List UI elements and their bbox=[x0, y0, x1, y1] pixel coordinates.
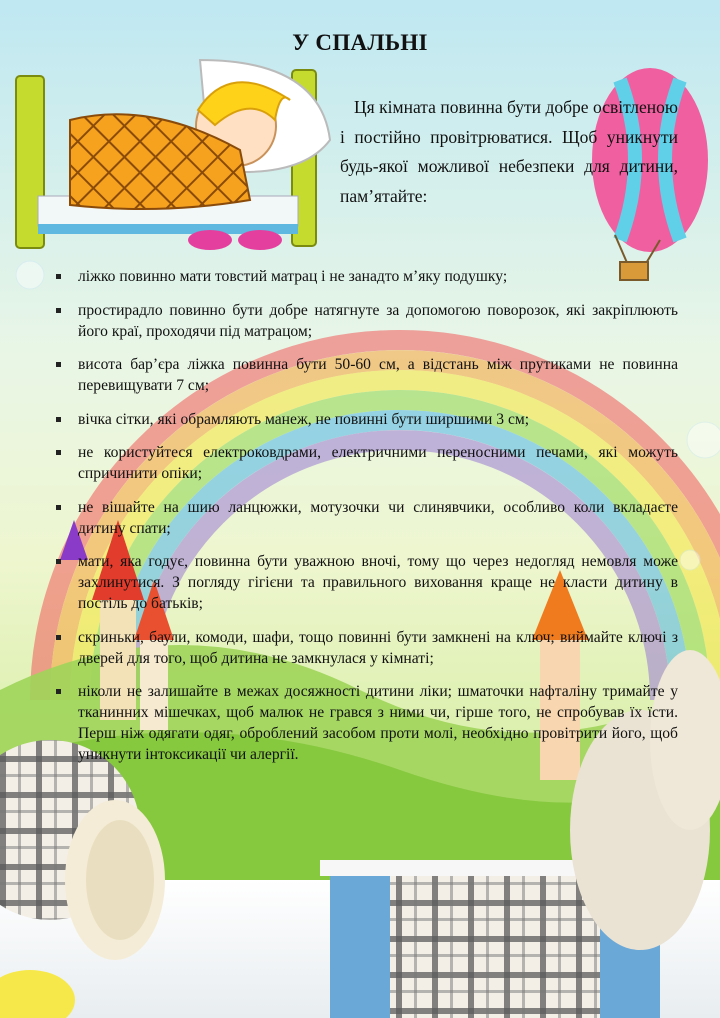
safety-rules-list bbox=[56, 266, 678, 778]
page-title: У СПАЛЬНІ bbox=[292, 30, 428, 55]
rule-text: мати, яка годує, повинна бути уважною вночі, тому що через недогляд немовля може захлинутися. З погляду гігієни та правильного виховання краще не класти дитину в постіль до батьків; bbox=[78, 553, 678, 612]
rule-text: вічка сітки, які обрамляють манеж, не повинні бути ширшими 3 см; bbox=[78, 410, 530, 428]
list-item bbox=[56, 497, 678, 539]
intro-paragraph: Ця кімната повинна бути добре освітленою і постійно провітрюватися. Щоб уникнути будь-якої можливої небезпеки для дитини, пам’ятайте: bbox=[340, 97, 678, 206]
rule-text: простирадло повинно бути добре натягнуте за допомогою поворозок, які закріплюють його краї, проходячи під матрацом; bbox=[78, 301, 678, 340]
rule-text: ніколи не залишайте в межах досяжності дитини ліки; шматочки нафталіну тримайте у тканинних мішечках, щоб малюк не грався з ними чи, гірше того, не спробував їх їсти. Перш ніж одягати одяг, оброблений засобом проти молі, необхідно провітрити його, щоб уникнути інтоксикації чи алергії. bbox=[78, 683, 678, 763]
list-item bbox=[56, 300, 678, 342]
list-item bbox=[56, 681, 678, 765]
bullet-icon bbox=[56, 362, 61, 367]
list-item bbox=[56, 627, 678, 669]
list-item bbox=[56, 551, 678, 614]
rule-text: ліжко повинно мати товстий матрац і не занадто м’яку подушку; bbox=[78, 268, 508, 285]
bullet-icon bbox=[56, 505, 61, 510]
bullet-icon bbox=[56, 689, 61, 694]
bullet-icon bbox=[56, 559, 61, 564]
bullet-icon bbox=[56, 274, 61, 279]
bullet-icon bbox=[56, 417, 61, 422]
list-item bbox=[56, 442, 678, 484]
rule-text: не користуйтеся електроковдрами, електричними переносними печами, які можуть спричинити опіки; bbox=[78, 444, 678, 482]
bullet-icon bbox=[56, 450, 61, 455]
bullet-icon bbox=[56, 635, 61, 640]
rule-text: не вішайте на шию ланцюжки, мотузочки чи слинявчики, особливо коли вкладаєте дитину спати; bbox=[78, 498, 678, 537]
rule-text: висота бар’єра ліжка повинна бути 50-60 см, а відстань між прутиками не повинна перевищувати 7 см; bbox=[78, 356, 678, 394]
list-item bbox=[56, 409, 678, 430]
bullet-icon bbox=[56, 308, 61, 313]
rule-text: скриньки, баули, комоди, шафи, тощо повинні бути замкнені на ключ; виймайте ключі з дверей для того, щоб дитина не замкнулася у кімнаті; bbox=[78, 628, 678, 667]
list-item bbox=[56, 354, 678, 396]
list-item bbox=[56, 266, 678, 287]
